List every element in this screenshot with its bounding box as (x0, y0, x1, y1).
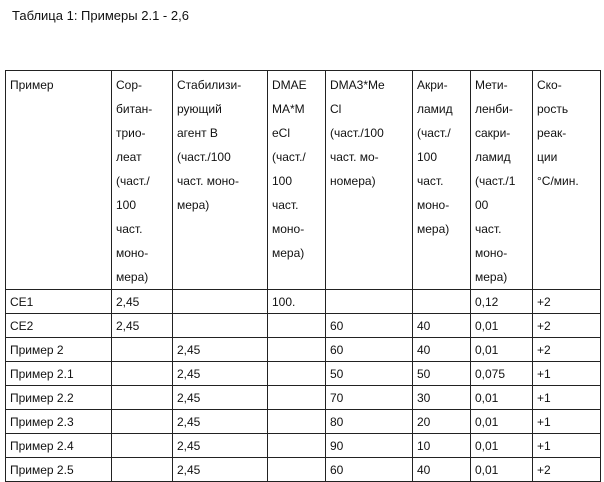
table-cell: 0,01 (471, 314, 533, 338)
table-cell: +1 (533, 434, 601, 458)
table-cell: 40 (413, 338, 471, 362)
table-row (6, 362, 601, 386)
table-cell: 60 (326, 314, 413, 338)
column-header: Пример (6, 71, 112, 290)
table-cell: 0,01 (471, 386, 533, 410)
table-row (6, 290, 601, 314)
table-cell: +2 (533, 338, 601, 362)
table-cell: 0,01 (471, 458, 533, 482)
table-cell (112, 386, 173, 410)
table-cell: 0,12 (471, 290, 533, 314)
table-cell: 2,45 (173, 386, 268, 410)
table-cell: Пример 2.4 (6, 434, 112, 458)
table-cell: +1 (533, 362, 601, 386)
column-header: DMAE MA*M eCl (част./ 100 част. моно- мера) (268, 71, 326, 290)
table-cell (268, 362, 326, 386)
table-cell: 2,45 (173, 434, 268, 458)
table-cell: 0,01 (471, 434, 533, 458)
table-cell: 100. (268, 290, 326, 314)
table-cell: 2,45 (173, 362, 268, 386)
table-cell (326, 290, 413, 314)
column-header: Сор- битан- трио- леат (част./ 100 част. моно- мера) (112, 71, 173, 290)
table-cell: 40 (413, 458, 471, 482)
column-header: Ско- рость реак- ции °С/мин. (533, 71, 601, 290)
table-cell (112, 458, 173, 482)
table-cell (413, 290, 471, 314)
table-cell (268, 458, 326, 482)
table-cell (173, 290, 268, 314)
column-header: DMA3*Me Cl (част./100 част. мо- номера) (326, 71, 413, 290)
table-cell: 80 (326, 410, 413, 434)
table-cell: CE2 (6, 314, 112, 338)
table-cell: 2,45 (112, 314, 173, 338)
column-header: Мети- ленби- сакри- ламид (част./1 00 част. моно- мера) (471, 71, 533, 290)
table-cell: +1 (533, 386, 601, 410)
table-cell (173, 314, 268, 338)
table-row (6, 386, 601, 410)
table-caption: Таблица 1: Примеры 2.1 - 2,6 (12, 8, 189, 23)
table-cell (112, 434, 173, 458)
table-cell: +1 (533, 410, 601, 434)
examples-table (5, 70, 601, 482)
table-cell: 0,01 (471, 338, 533, 362)
table-cell: 90 (326, 434, 413, 458)
table-cell: 30 (413, 386, 471, 410)
table-cell (112, 362, 173, 386)
table-cell (268, 434, 326, 458)
table-cell: 60 (326, 458, 413, 482)
header-row (6, 71, 601, 290)
table-cell (112, 410, 173, 434)
table-cell: 60 (326, 338, 413, 362)
column-header: Акри- ламид (част./ 100 част. моно- мера) (413, 71, 471, 290)
table-cell: 2,45 (173, 338, 268, 362)
table-cell: 2,45 (173, 458, 268, 482)
table-cell: Пример 2 (6, 338, 112, 362)
table-cell: 2,45 (112, 290, 173, 314)
table-cell: CE1 (6, 290, 112, 314)
table-cell: 50 (326, 362, 413, 386)
table-cell: Пример 2.5 (6, 458, 112, 482)
table-cell: 2,45 (173, 410, 268, 434)
table-row (6, 314, 601, 338)
table-row (6, 458, 601, 482)
table-cell: 10 (413, 434, 471, 458)
table-cell (268, 314, 326, 338)
table-cell (268, 410, 326, 434)
table-cell: Пример 2.1 (6, 362, 112, 386)
table-cell: 0,075 (471, 362, 533, 386)
table-cell: 20 (413, 410, 471, 434)
table-cell: 40 (413, 314, 471, 338)
table-cell: 50 (413, 362, 471, 386)
table-cell (268, 338, 326, 362)
table-cell: +2 (533, 458, 601, 482)
table-cell: +2 (533, 314, 601, 338)
table-cell: +2 (533, 290, 601, 314)
table-cell: Пример 2.2 (6, 386, 112, 410)
table-cell (112, 338, 173, 362)
table-cell: 70 (326, 386, 413, 410)
table-row (6, 410, 601, 434)
table-cell: Пример 2.3 (6, 410, 112, 434)
column-header: Стабилизи- рующий агент В (част./100 част. моно- мера) (173, 71, 268, 290)
table-cell (268, 386, 326, 410)
table-row (6, 338, 601, 362)
table-row (6, 434, 601, 458)
table-cell: 0,01 (471, 410, 533, 434)
